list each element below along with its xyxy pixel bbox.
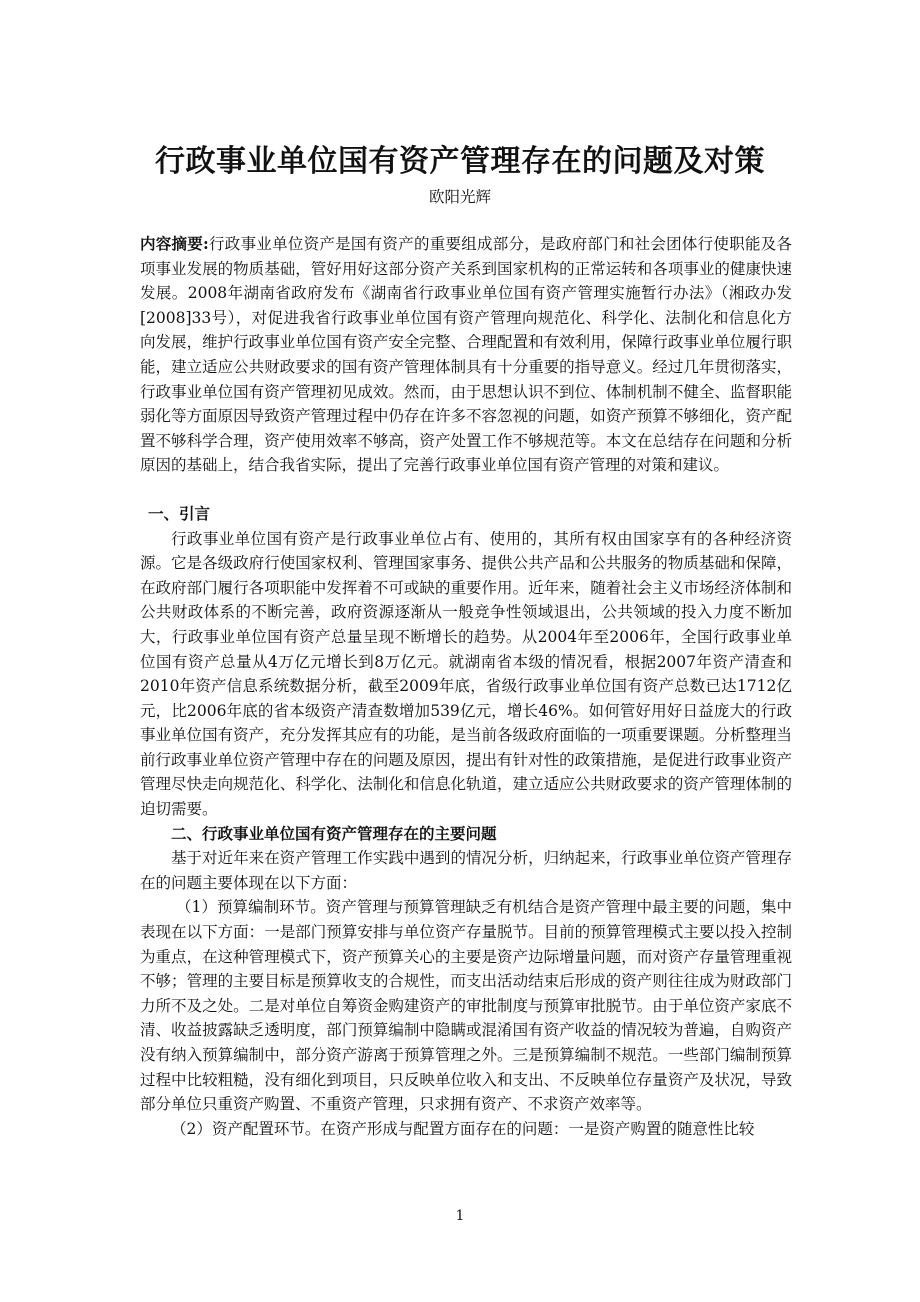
document-title: 行政事业单位国有资产管理存在的问题及对策 bbox=[155, 144, 765, 179]
section-heading-main-problems: 二、行政事业单位国有资产管理存在的主要问题 bbox=[171, 823, 497, 843]
abstract-label: 内容摘要: bbox=[140, 234, 209, 253]
abstract-text: 行政事业单位资产是国有资产的重要组成部分，是政府部门和社会团体行使职能及各项事业发展的物质基础，管好用好这部分资产关系到国家机构的正常运转和各项事业的健康快速发展。2008年湖南省政府发布《湖南省行政事业单位国有资产管理实施暂行办法》（湘政办发[2008]33号），对促进我省行政事业单位国有资产管理向规范化、科学化、法制化和信息化方向发展，维护行政事业单位国有资产安全完整、合理配置和有效利用，保障行政事业单位履行职能，建立适应公共财政要求的国有资产管理体制具有十分重要的指导意义。经过几年贯彻落实，行政事业单位国有资产管理初见成效。然而，由于思想认识不到位、体制机制不健全、监督职能弱化等方面原因导致资产管理过程中仍存在许多不容忽视的问题，如资产预算不够细化，资产配置不够科学合理，资产使用效率不够高，资产处置工作不够规范等。本文在总结存在问题和分析原因的基础上，结合我省实际，提出了完善行政事业单位国有资产管理的对策和建议。 bbox=[140, 235, 792, 475]
document-body bbox=[140, 232, 792, 1141]
budget-item-paragraph: （1）预算编制环节。资产管理与预算管理缺乏有机结合是资产管理中最主要的问题，集中表现在以下方面：一是部门预算安排与单位资产存量脱节。目前的预算管理模式主要以投入控制为重点，在这种管理模式下，资产预算关心的主要是资产边际增量问题，而对资产存量管理重视不够；管理的主要目标是预算收支的合规性，而支出活动结束后形成的资产则往往成为财政部门力所不及之处。二是对单位自筹资金购建资产的审批制度与预算审批脱节。由于单位资产家底不清、收益披露缺乏透明度，部门预算编制中隐瞒或混淆国有资产收益的情况较为普遍，自购资产没有纳入预算编制中，部分资产游离于预算管理之外。三是预算编制不规范。一些部门编制预算过程中比较粗糙，没有细化到项目，只反映单位收入和支出、不反映单位存量资产及状况，导致部分单位只重资产购置、不重资产管理，只求拥有资产、不求资产效率等。 bbox=[140, 898, 792, 1114]
author-name: 欧阳光辉 bbox=[428, 188, 491, 206]
main-problems-intro-paragraph: 基于对近年来在资产管理工作实践中遇到的情况分析，归纳起来，行政事业单位资产管理存在的问题主要体现在以下方面： bbox=[140, 849, 792, 892]
abstract-paragraph bbox=[140, 232, 792, 478]
introduction-paragraph: 行政事业单位国有资产是行政事业单位占有、使用的，其所有权由国家享有的各种经济资源。它是各级政府行使国家权利、管理国家事务、提供公共产品和公共服务的物质基础和保障，在政府部门履行各项职能中发挥着不可或缺的重要作用。近年来，随着社会主义市场经济体制和公共财政体系的不断完善，政府资源逐渐从一般竞争性领域退出，公共领域的投入力度不断加大，行政事业单位国有资产总量呈现不断增长的趋势。从2004年至2006年，全国行政事业单位国有资产总量从4万亿元增长到8万亿元。就湖南省本级的情况看，根据2007年资产清查和2010年资产信息系统数据分析，截至2009年底，省级行政事业单位国有资产总数已达1712亿元，比2006年底的省本级资产清查数增加539亿元，增长46%。如何管好用好日益庞大的行政事业单位国有资产，充分发挥其应有的功能，是当前各级政府面临的一项重要课题。分析整理当前行政事业单位资产管理中存在的问题及原因，提出有针对性的政策措施，是促进行政事业资产管理尽快走向规范化、科学化、法制化和信息化轨道，建立适应公共财政要求的资产管理体制的迫切需要。 bbox=[140, 529, 792, 819]
page-number: 1 bbox=[455, 1208, 465, 1224]
section-heading-introduction: 一、引言 bbox=[148, 503, 211, 523]
allocation-item-paragraph: （2）资产配置环节。在资产形成与配置方面存在的问题：一是资产购置的随意性比较 bbox=[171, 1119, 755, 1138]
